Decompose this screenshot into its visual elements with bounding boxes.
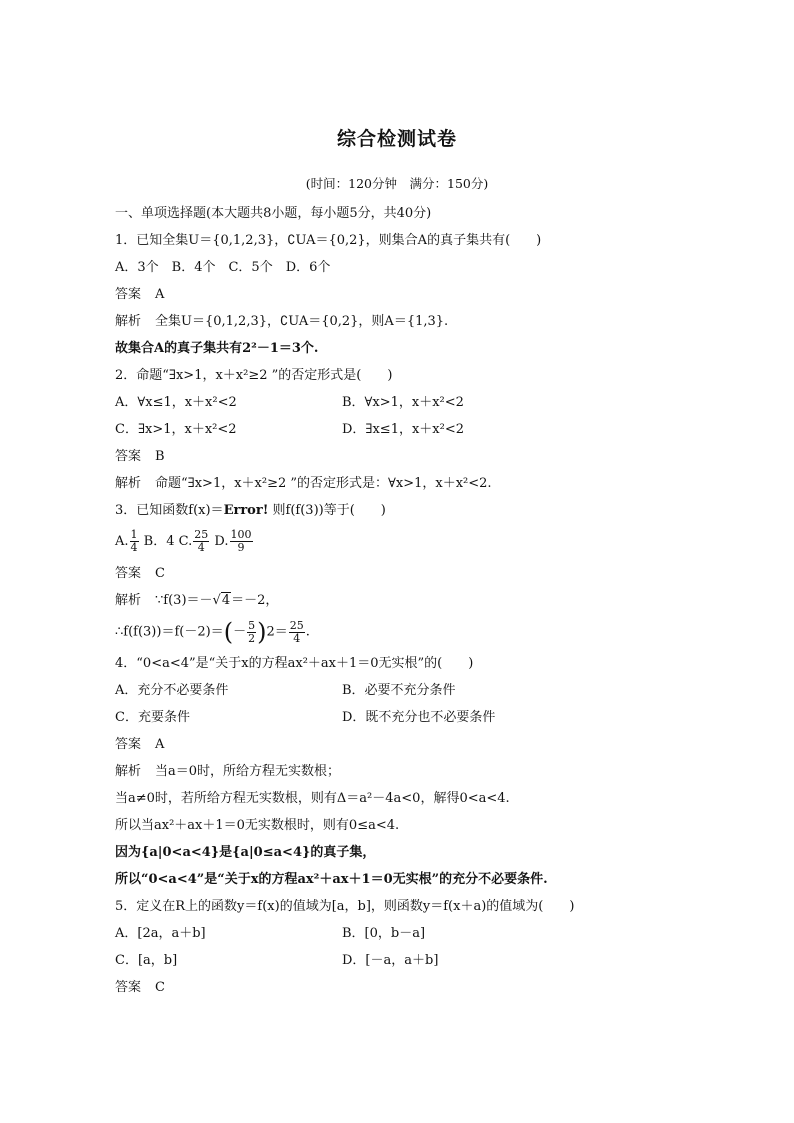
numerator: 25 [194, 528, 209, 541]
q4-option-d: D．既不充分也不必要条件 [342, 710, 496, 725]
q4-option-a: A．充分不必要条件 [115, 683, 229, 698]
q5-option-b: B．[0，b－a] [342, 926, 426, 941]
q4-answer-line [115, 731, 675, 758]
q3-option-d-label: D. [214, 534, 229, 549]
q3-option-d-fraction [230, 529, 253, 554]
q1-answer-line [115, 281, 675, 308]
q3-option-c-fraction [193, 529, 209, 554]
q3-answer-line [115, 560, 675, 587]
q2-options-row-2 [115, 416, 675, 443]
section-heading: 一、单项选择题(本大题共8小题，每小题5分，共40分) [115, 206, 432, 221]
denominator: 9 [237, 541, 245, 554]
q1-analysis-2: 故集合A的真子集共有2²－1＝3个. [115, 341, 319, 356]
q5-stem: 5．定义在R上的函数y＝f(x)的值域为[a，b]，则函数y＝f(x＋a)的值域为( ) [115, 899, 575, 914]
left-paren: ( [223, 618, 234, 646]
q2-stem: 2．命题“∃x>1，x＋x²≥2 ”的否定形式是( ) [115, 368, 393, 383]
q3-option-a-label: A. [115, 534, 129, 549]
answer-label: 答案 [115, 449, 142, 464]
q4-option-b: B．必要不充分条件 [342, 683, 456, 698]
page-title: 综合检测试卷 [336, 128, 457, 150]
q3-answer: C [155, 566, 165, 581]
q3-option-c-label: C. [178, 534, 193, 549]
square-equals: 2＝ [266, 624, 288, 640]
q2-option-c: C．∃x>1，x＋x²<2 [115, 422, 237, 437]
period: . [305, 624, 310, 640]
q1-stem: 1．已知全集U＝{0,1,2,3}，∁UA＝{0,2}，则集合A的真子集共有( ) [115, 233, 542, 248]
analysis-label: 解析 [115, 764, 142, 779]
q2-options-row-1 [115, 389, 675, 416]
q3-option-b: B．4 [143, 534, 175, 549]
analysis-label: 解析 [115, 314, 142, 329]
q5-options-row-1 [115, 920, 675, 947]
q4-analysis-4: 因为{a|0<a<4}是{a|0≤a<4}的真子集， [115, 845, 376, 860]
q3-analysis-1-tail: ＝－2， [231, 593, 279, 608]
q1-analysis-1: 全集U＝{0,1,2,3}，∁UA＝{0,2}，则A＝{1,3}. [155, 314, 449, 329]
q3-error-text: Error! [223, 503, 269, 518]
radicand: 4 [221, 593, 231, 608]
q3-analysis-line [115, 587, 675, 614]
exam-content [115, 200, 675, 1001]
q4-answer: A [155, 737, 165, 752]
fraction [247, 620, 256, 645]
q3-stem [115, 497, 675, 524]
q4-analysis-1: 当a＝0时，所给方程无实数根； [155, 764, 341, 779]
q3-options [115, 524, 675, 560]
numerator: 25 [289, 618, 304, 632]
q4-options-row-2 [115, 704, 675, 731]
analysis-label: 解析 [115, 593, 142, 608]
analysis-label: 解析 [115, 476, 142, 491]
q3-analysis-2-text: ∴f(f(3))＝f(－2)＝ [115, 624, 224, 640]
q2-answer: B [155, 449, 165, 464]
q5-answer-line [115, 974, 675, 1001]
q4-analysis-2: 当a≠0时，若所给方程无实数根，则有Δ＝a²－4a<0，解得0<a<4. [115, 791, 510, 806]
numerator: 5 [248, 618, 256, 632]
q5-option-a: A．[2a，a＋b] [115, 926, 206, 941]
q2-analysis: 命题“∃x>1，x＋x²≥2 ”的否定形式是：∀x>1，x＋x²<2. [155, 476, 492, 491]
q1-analysis-line [115, 308, 675, 335]
q4-options-row-1 [115, 677, 675, 704]
q2-analysis-line [115, 470, 675, 497]
sqrt-symbol: √ [212, 593, 221, 608]
q4-analysis-5: 所以“0<a<4”是“关于x的方程ax²＋ax＋1＝0无实根”的充分不必要条件. [115, 872, 548, 887]
q4-analysis-line [115, 758, 675, 785]
q1-options: A．3个 B．4个 C．5个 D．6个 [115, 260, 331, 275]
q5-options-row-2 [115, 947, 675, 974]
q3-stem-text: 3．已知函数f(x)＝ [115, 503, 224, 518]
answer-label: 答案 [115, 566, 142, 581]
answer-label: 答案 [115, 980, 142, 995]
q5-answer: C [155, 980, 165, 995]
minus-sign: － [233, 624, 247, 640]
result-fraction [289, 620, 305, 645]
q4-analysis-3: 所以当ax²＋ax＋1＝0无实数根时，则有0≤a<4. [115, 818, 400, 833]
denominator: 4 [293, 631, 301, 645]
answer-label: 答案 [115, 737, 142, 752]
q3-analysis-2 [115, 614, 675, 650]
q2-answer-line [115, 443, 675, 470]
exam-info: (时间：120分钟 满分：150分) [305, 176, 489, 191]
q2-option-a: A．∀x≤1，x＋x²<2 [115, 395, 237, 410]
q2-option-d: D．∃x≤1，x＋x²<2 [342, 422, 465, 437]
q1-answer: A [155, 287, 165, 302]
q5-option-c: C．[a，b] [115, 953, 178, 968]
q3-option-a-fraction [130, 529, 139, 554]
numerator: 1 [130, 528, 138, 541]
denominator: 4 [130, 541, 138, 554]
q2-option-b: B．∀x>1，x＋x²<2 [342, 395, 464, 410]
numerator: 100 [230, 528, 252, 541]
q4-stem: 4．“0<a<4”是“关于x的方程ax²＋ax＋1＝0无实根”的( ) [115, 656, 474, 671]
q5-option-d: D．[－a，a＋b] [342, 953, 439, 968]
q3-analysis-1: ∵f(3)＝－ [155, 593, 213, 608]
answer-label: 答案 [115, 287, 142, 302]
denominator: 2 [248, 631, 256, 645]
q3-stem-tail: 则f(f(3))等于( ) [268, 503, 386, 518]
right-paren: ) [257, 618, 267, 646]
denominator: 4 [197, 541, 205, 554]
q4-option-c: C．充要条件 [115, 710, 190, 725]
